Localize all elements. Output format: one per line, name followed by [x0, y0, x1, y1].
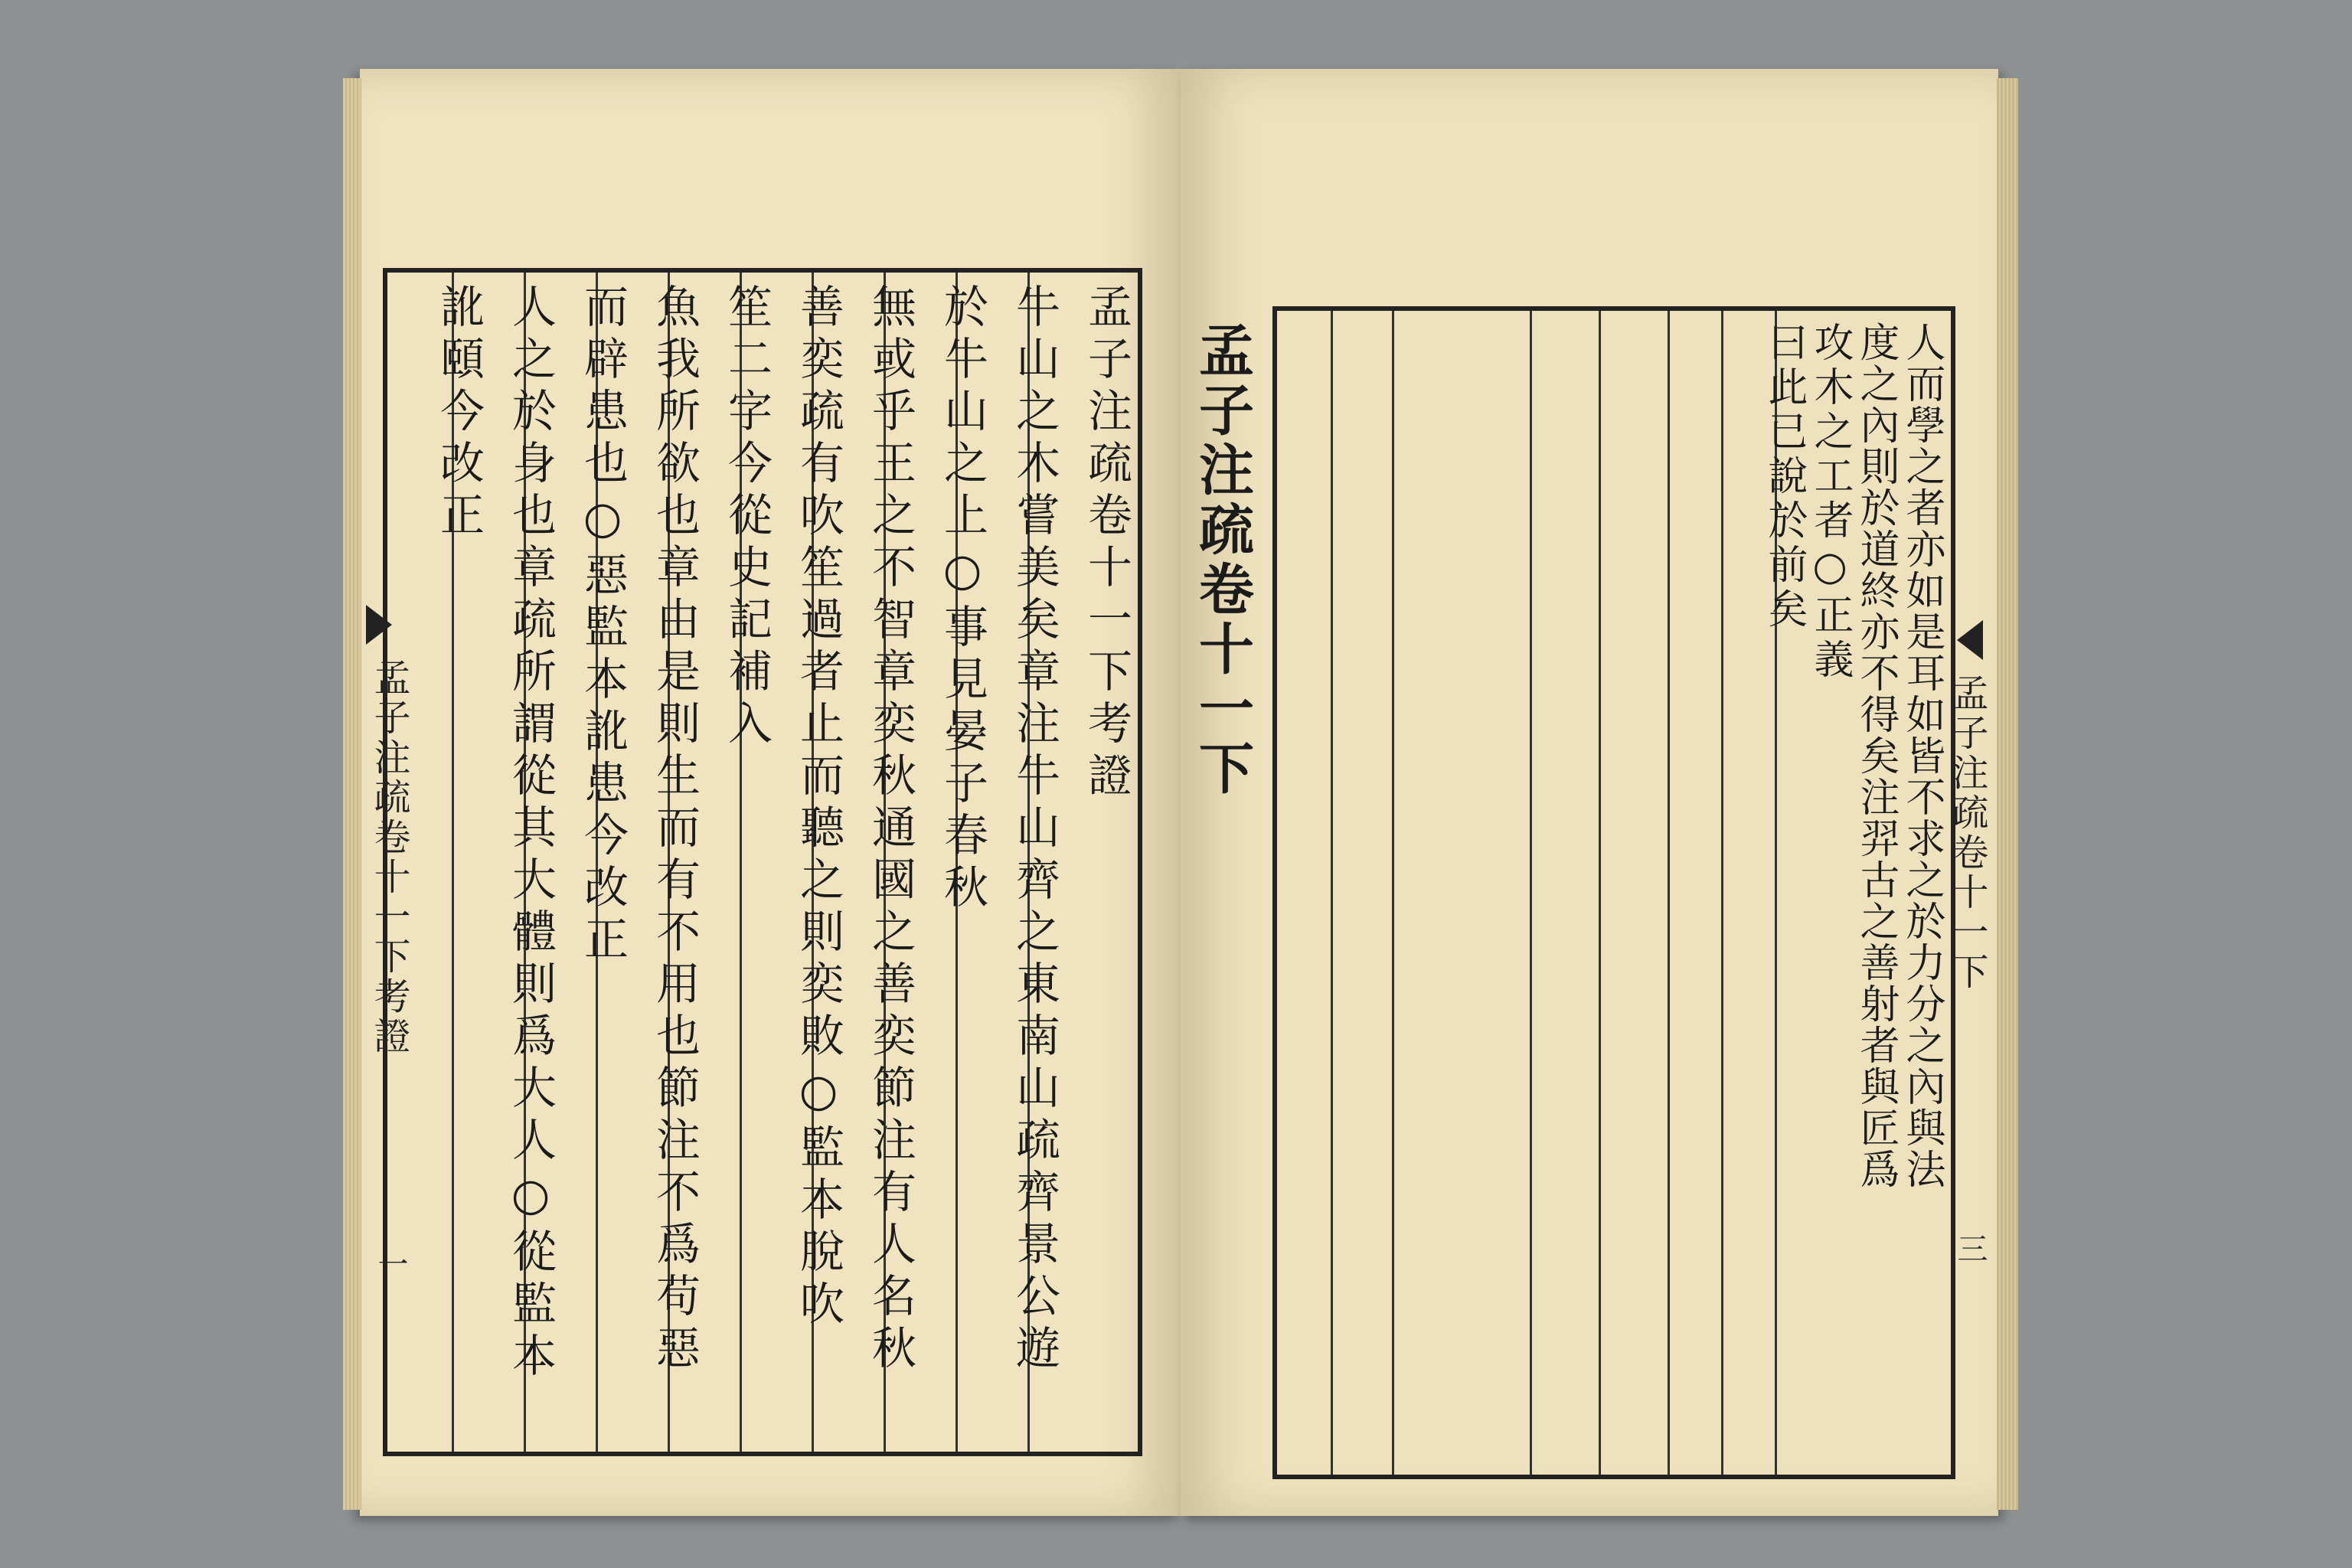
- left-text-frame: [383, 268, 1142, 1456]
- right-column-1: 人而學之者亦如是耳如皆不求之於力分之內與法: [1899, 322, 1945, 1190]
- left-column-8: 而辟患也○惡監本訛患今改正: [577, 283, 629, 968]
- column-rule: [1331, 311, 1333, 1475]
- right-column-3: 攻木之工者○正義: [1807, 322, 1853, 683]
- left-fold-label: 孟子注疏卷十一下考證: [368, 658, 410, 1057]
- right-column-4: 曰此已說於前矣: [1761, 322, 1807, 632]
- left-page-number: 一: [373, 1248, 408, 1279]
- right-page: [1181, 69, 1998, 1516]
- show-through-right: [1323, 326, 1367, 1459]
- right-page-number: 三: [1952, 1233, 1988, 1263]
- right-page-edge: [1997, 78, 2018, 1510]
- column-rule: [1392, 311, 1394, 1475]
- left-column-2: 牛山之木嘗美矣章注牛山齊之東南山疏齊景公遊: [1008, 283, 1060, 1377]
- open-book: [360, 69, 1998, 1516]
- column-rule: [1530, 311, 1532, 1475]
- left-column-6: 笙二字今從史記補入: [720, 283, 773, 752]
- left-column-9: 人之於身也章疏所謂從其大體則爲大人○從監本: [505, 283, 557, 1384]
- column-rule: [1599, 311, 1601, 1475]
- column-rule: [1668, 311, 1670, 1475]
- left-column-10: 訛頤今改正: [433, 283, 485, 544]
- column-rule: [1721, 311, 1723, 1475]
- left-column-3: 於牛山之上○事見晏子春秋: [936, 283, 988, 916]
- right-text-frame: [1190, 306, 1955, 1479]
- left-page-edge: [343, 78, 361, 1510]
- left-column-7: 魚我所欲也章由是則生而有不用也節注不爲苟惡: [648, 283, 701, 1377]
- left-page: [360, 69, 1181, 1516]
- left-column-5: 善奕疏有吹笙過者止而聽之則奕敗○監本脫吹: [792, 283, 844, 1332]
- right-page-title: 孟子注疏卷十一下: [1190, 322, 1255, 799]
- fold-mark-right: [1957, 620, 1983, 660]
- left-column-4: 無或乎王之不智章奕秋通國之善奕節注有人名秋: [864, 283, 916, 1377]
- right-fold-label: 孟子注疏卷十一下: [1945, 674, 1988, 992]
- right-column-2: 度之內則於道終亦不得矣注羿古之善射者與匠爲: [1853, 322, 1899, 1190]
- left-column-1: 孟子注疏卷十一下考證: [1080, 283, 1132, 804]
